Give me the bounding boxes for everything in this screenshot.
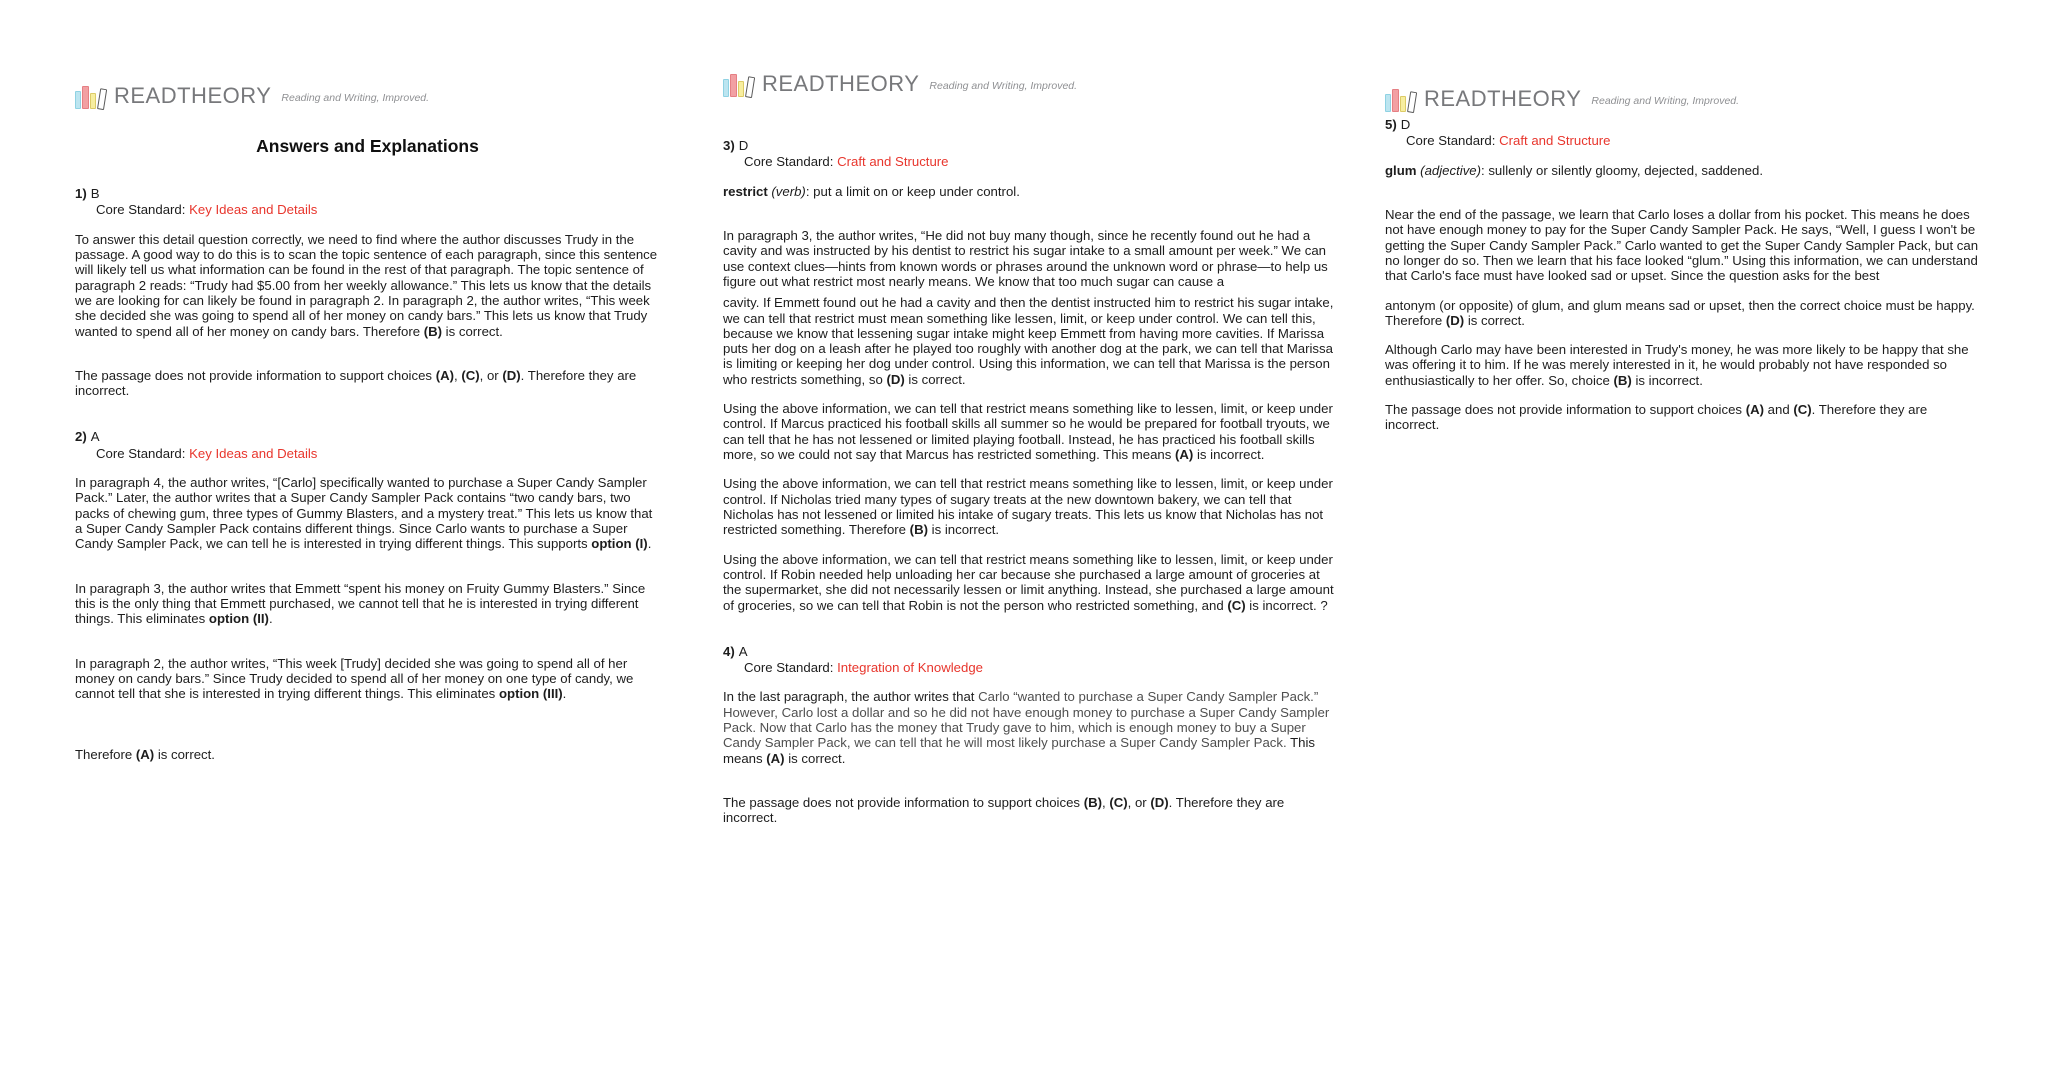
text-segment: antonym (or opposite) of glum, and glum means sad or upset, then the correct choice must be happy. Therefore <box>1385 297 1975 328</box>
page-title: Answers and Explanations <box>256 136 479 156</box>
text-segment: option (I) <box>591 536 648 552</box>
text-segment: (adjective) <box>1416 162 1482 178</box>
explanation-paragraph <box>723 401 1337 462</box>
text-segment: (verb) <box>767 183 806 199</box>
text-segment: (A) <box>1175 447 1194 462</box>
text-segment: is correct. <box>1464 312 1525 328</box>
text-segment: . Therefore they are incorrect. <box>1385 402 1928 433</box>
answer-number: 3) <box>723 138 735 153</box>
text-segment: is correct. <box>904 371 966 387</box>
text-segment: Therefore <box>75 746 136 762</box>
core-standard-label: Core Standard: <box>1406 133 1496 149</box>
core-standard-value: Integration of Knowledge <box>837 660 984 676</box>
text-segment: (D) <box>886 371 905 387</box>
text-segment: is correct. <box>442 323 503 339</box>
text-segment: restrict <box>723 183 768 199</box>
text-segment: In paragraph 3, the author writes that Emmett “spent his money on Fruity Gummy Blasters.” Since this is the only thing that Emmett purchased, we cannot tell that he is interested in trying different things. This eliminates <box>75 580 646 627</box>
text-segment: (C) <box>1793 402 1812 418</box>
readtheory-logo <box>75 82 660 109</box>
text-segment: is incorrect. ? <box>1245 597 1328 613</box>
answer-header <box>75 429 660 461</box>
explanation-paragraph <box>75 581 660 627</box>
core-standard-line <box>744 154 1337 169</box>
answer-header <box>723 138 1337 170</box>
definition-paragraph <box>723 184 1337 199</box>
text-segment: Using the above information, we can tell that restrict means something like to lessen, limit, or keep under control. If Marcus practiced his football skills all summer so he would be prepared for football tryouts, we can tell that he has not lessened or limited playing football. Instead, he has practiced his football skills more, so we could not say that Marcus has restricted something. This means <box>723 401 1333 462</box>
text-segment: is correct. <box>784 750 846 766</box>
answer-item <box>723 644 1337 826</box>
explanation-paragraph <box>723 552 1337 613</box>
answer-header <box>75 186 660 218</box>
paragraphs-container <box>723 689 1337 825</box>
text-segment: In paragraph 2, the author writes, “This week [Trudy] decided she was going to spend all of her money on candy bars.” Since Trudy decided to spend all of her money on one type of candy, we cannot tell that she is interested in trying different things. This eliminates <box>75 655 634 702</box>
page-1 <box>75 82 660 762</box>
explanation-paragraph <box>723 476 1337 537</box>
text-segment: , or <box>479 367 503 383</box>
text-segment: option (III) <box>498 686 563 702</box>
books-logo-icon <box>75 83 104 109</box>
answer-item <box>75 429 660 761</box>
text-segment: The passage does not provide information to support choices <box>723 795 1084 810</box>
core-standard-line <box>96 446 660 461</box>
text-segment: The passage does not provide information to support choices <box>75 367 436 383</box>
brand-tagline: Reading and Writing, Improved. <box>281 92 430 104</box>
book-bar-red <box>1392 89 1399 112</box>
text-segment: . Therefore they are incorrect. <box>723 795 1285 826</box>
text-segment: Near the end of the passage, we learn that Carlo loses a dollar from his pocket. This means he does not have enough money to pay for the Super Candy Sampler Pack. He says, “Well, I guess I won't be getting the Super Candy Sampler Pack.” Carlo wanted to get the Super Candy Sampler Pack, but can no longer do so. Then we learn that his face looked “glum.” Using this information, we can understand that Carlo's face must have looked sad or upset. Since the question asks for the best <box>1385 206 1979 284</box>
text-segment: glum <box>1385 162 1417 178</box>
explanation-paragraph <box>723 228 1337 289</box>
explanation-paragraph <box>1385 342 1985 388</box>
page-3 <box>1385 85 1985 433</box>
text-segment: (C) <box>1227 597 1246 613</box>
book-bar-blue <box>723 79 729 97</box>
answers-container <box>1385 117 1985 433</box>
answer-letter: A <box>738 643 748 659</box>
core-standard-label: Core Standard: <box>96 445 186 461</box>
answers-container <box>723 138 1337 826</box>
book-bar-yellow <box>1400 96 1406 112</box>
text-segment: (A) <box>435 367 454 383</box>
text-segment: : sullenly or silently gloomy, dejected, saddened. <box>1481 162 1763 178</box>
core-standard-value: Craft and Structure <box>837 154 949 170</box>
readtheory-logo <box>1385 85 1985 112</box>
book-bar-blue <box>75 91 81 109</box>
core-standard-label: Core Standard: <box>744 660 834 676</box>
books-logo-icon <box>723 71 752 97</box>
explanation-paragraph <box>75 656 660 702</box>
paragraphs-container <box>1385 163 1985 433</box>
books-logo-icon <box>1385 86 1414 112</box>
text-segment: . <box>268 611 273 627</box>
text-segment: Using the above information, we can tell that restrict means something like to lessen, limit, or keep under control. If Robin needed help unloading her car because she purchased a large amount of groceries at the supermarket, she did not necessarily lessen or limit anything. Instead, she purchased a large amount of groceries, so we can tell that Robin is not the person who restricted something, and <box>723 551 1334 613</box>
text-segment: (A) <box>1745 402 1764 418</box>
book-bar-yellow <box>90 93 96 109</box>
text-segment: cavity. If Emmett found out he had a cavity and then the dentist instructed him to restrict his sugar intake, we can tell that restrict must mean something like lessen, limit, or keep under control. We can tell this, because we know that lessening sugar intake might keep Emmett from having more cavities. If Marissa puts her dog on a leash after he played too roughly with another dog at the park, we can tell that Marissa is limiting or keeping her dog under control. Using this information, we can tell that Marissa is the person who restricts something, so <box>723 295 1334 387</box>
text-segment: , <box>454 367 462 383</box>
explanation-paragraph <box>75 368 660 399</box>
answer-letter: B <box>90 186 100 201</box>
text-segment: (B) <box>909 522 928 538</box>
text-segment: : put a limit on or keep under control. <box>805 183 1020 199</box>
text-segment: (D) <box>502 367 521 383</box>
explanation-paragraph <box>75 747 660 762</box>
paragraphs-container <box>723 184 1337 613</box>
text-segment: is incorrect. <box>1631 372 1703 388</box>
text-segment: This means <box>723 735 1315 766</box>
brand-tagline: Reading and Writing, Improved. <box>1591 95 1740 107</box>
explanation-paragraph <box>75 475 660 552</box>
answer-letter: A <box>90 429 100 445</box>
text-segment: , <box>1102 795 1110 810</box>
readtheory-logo <box>723 70 1337 97</box>
answers-container <box>75 186 660 762</box>
explanation-paragraph <box>1385 207 1985 284</box>
book-bar-outline <box>97 88 107 110</box>
page-2 <box>723 70 1337 826</box>
book-bar-red <box>730 74 737 97</box>
text-segment: In the last paragraph, the author writes that <box>723 689 979 705</box>
core-standard-line <box>1406 133 1985 148</box>
answer-item <box>723 138 1337 613</box>
answer-number: 5) <box>1385 117 1397 132</box>
answer-header <box>723 644 1337 676</box>
text-segment: (A) <box>135 746 155 762</box>
core-standard-value: Key Ideas and Details <box>189 202 318 218</box>
text-segment: . <box>562 686 567 702</box>
text-segment: In paragraph 4, the author writes, “[Carlo] specifically wanted to purchase a Super Candy Sampler Pack.” Later, the author writes that a Super Candy Sampler Pack contains “two candy bars, two packs of chewing gum, three types of Gummy Blasters, and a mystery treat.” This lets us know that a Super Candy Sampler Pack contains different things. Since Carlo wants to purchase a Super Candy Sampler Pack, we can tell he is interested in trying different things. This supports <box>75 475 653 552</box>
explanation-paragraph <box>1385 402 1985 433</box>
book-bar-blue <box>1385 94 1391 112</box>
brand-name: READTHEORY <box>762 70 920 96</box>
text-segment: (D) <box>1150 795 1169 810</box>
text-segment: (A) <box>766 750 785 766</box>
answer-item <box>75 186 660 398</box>
brand-name: READTHEORY <box>1424 85 1582 111</box>
core-standard-label: Core Standard: <box>744 154 834 170</box>
text-segment: option (II) <box>208 611 269 627</box>
explanation-paragraph <box>723 295 1337 387</box>
core-standard-value: Key Ideas and Details <box>189 445 318 461</box>
text-segment: To answer this detail question correctly, we need to find where the author discusses Trudy in the passage. A good way to do this is to scan the topic sentence of each paragraph, since this sentence will likely tell us what information can be found in the rest of that paragraph. The topic sentence of paragraph 2 reads: “Trudy had $5.00 from her weekly allowance.” This lets us know that the details we are looking for can likely be found in paragraph 2. In paragraph 2, the author writes, “This week she decided she was going to spend all of her money on candy bars.” This lets us know that Trudy wanted to spend all of her money on candy bars. Therefore <box>75 231 658 339</box>
brand-name: READTHEORY <box>114 82 272 108</box>
paragraphs-container <box>75 475 660 762</box>
explanation-paragraph <box>1385 298 1985 329</box>
text-segment: , or <box>1127 795 1151 810</box>
answer-letter: D <box>1400 117 1411 132</box>
explanation-paragraph <box>723 795 1337 826</box>
brand-tagline: Reading and Writing, Improved. <box>929 80 1078 92</box>
core-standard-value: Craft and Structure <box>1499 133 1611 149</box>
explanation-paragraph <box>723 689 1337 766</box>
text-segment: Although Carlo may have been interested in Trudy's money, he was more likely to be happy that she was offering it to him. If he was merely interested in it, he would probably not have responded so enthusiastically to her offer. So, choice <box>1385 342 1969 388</box>
book-bar-outline <box>1407 91 1417 113</box>
text-segment: (B) <box>423 323 443 339</box>
text-segment: is incorrect. <box>927 522 1000 538</box>
core-standard-line <box>744 660 1337 675</box>
text-segment: . <box>647 536 652 552</box>
text-segment: and <box>1764 402 1794 418</box>
text-segment: (B) <box>1083 795 1102 810</box>
text-segment: The passage does not provide information to support choices <box>1385 402 1746 418</box>
answer-letter: D <box>738 138 749 153</box>
text-segment: (C) <box>461 367 480 383</box>
answer-number: 2) <box>75 429 87 445</box>
core-standard-label: Core Standard: <box>96 202 186 218</box>
core-standard-line <box>96 202 660 217</box>
text-segment: In paragraph 3, the author writes, “He did not buy many though, since he recently found out he had a cavity and was instructed by his dentist to restrict his sugar intake to a small amount per week.” We can use context clues—hints from known words or phrases around the unknown word or phrase—to help us figure out what restrict most nearly means. We know that too much sugar can cause a <box>723 227 1328 289</box>
paragraphs-container <box>75 232 660 399</box>
text-segment: (C) <box>1109 795 1128 810</box>
answer-header <box>1385 117 1985 149</box>
text-segment: (B) <box>1613 372 1632 388</box>
text-segment: Using the above information, we can tell that restrict means something like to lessen, limit, or keep under control. If Nicholas tried many types of sugary treats at the new downtown bakery, we can tell that Nicholas has not lessened or limited his intake of sugary treats. This lets us know that Nicholas has not restricted something. Therefore <box>723 476 1333 538</box>
book-bar-red <box>82 86 89 109</box>
text-segment: (D) <box>1445 312 1465 328</box>
book-bar-yellow <box>738 81 744 97</box>
answer-number: 1) <box>75 186 87 201</box>
text-segment: . Therefore they are incorrect. <box>75 367 637 399</box>
book-bar-outline <box>745 76 755 98</box>
explanation-paragraph <box>75 232 660 339</box>
text-segment: is correct. <box>154 746 215 762</box>
answer-number: 4) <box>723 643 735 659</box>
answer-item <box>1385 117 1985 433</box>
text-segment: is incorrect. <box>1193 447 1265 462</box>
text-segment: Carlo “wanted to purchase a Super Candy Sampler Pack.” However, Carlo lost a dollar and so he did not have enough money to purchase a Super Candy Sampler Pack. Now that Carlo has the money that Trudy gave to him, which is enough money to buy a Super Candy Sampler Pack, we can tell that he will most likely purchase a Super Candy Sampler Pack. <box>723 689 1330 751</box>
definition-paragraph <box>1385 163 1985 178</box>
